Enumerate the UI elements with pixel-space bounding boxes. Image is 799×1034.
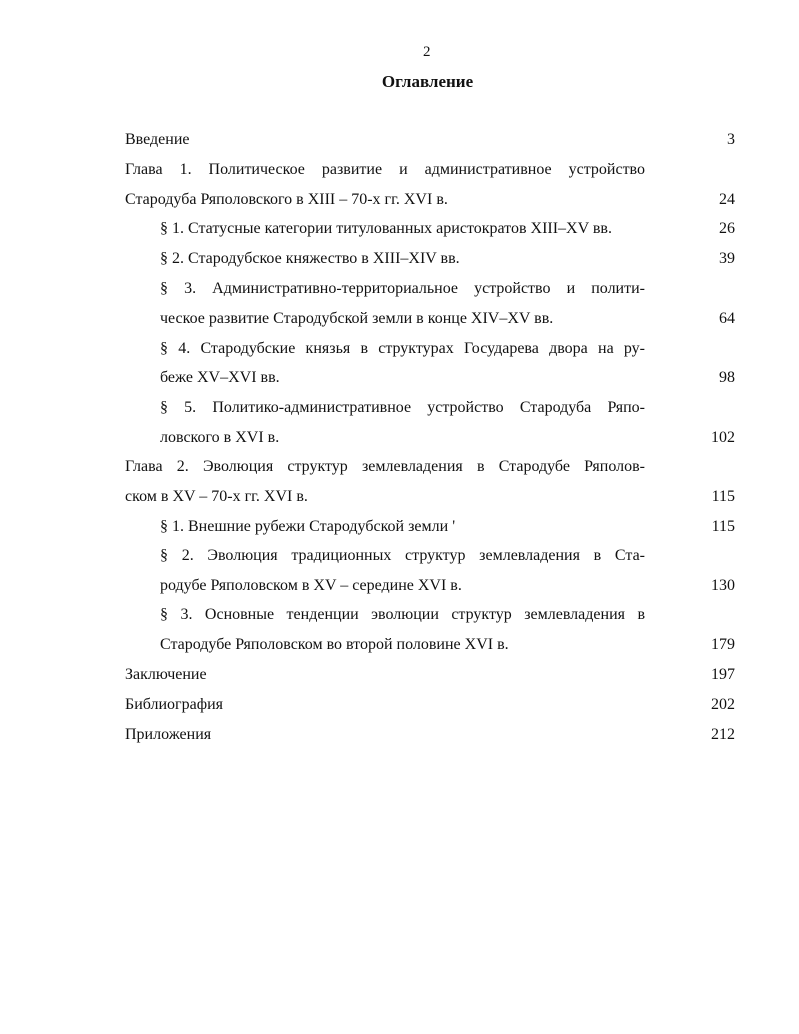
- toc-ch2-section2-line1: § 2. Эволюция традиционных структур землевладения в Ста-: [160, 547, 645, 564]
- toc-ch1-section1: § 1. Статусные категории титулованных аристократов XIII–XV вв.: [160, 220, 612, 237]
- toc-ch2-section3-line2: Стародубе Ряполовском во второй половине XVI в.: [160, 636, 509, 653]
- toc-chapter2-line1: Глава 2. Эволюция структур землевладения в Стародубе Ряполов-: [125, 458, 645, 475]
- toc-conclusion: Заключение: [125, 666, 207, 683]
- toc-ch1-section2: § 2. Стародубское княжество в XIII–XIV вв.: [160, 250, 460, 267]
- toc-conclusion-page: 197: [711, 666, 735, 683]
- page-number: 2: [423, 44, 431, 60]
- toc-chapter2-page: 115: [711, 488, 735, 505]
- toc-ch1-section1-page: 26: [719, 220, 735, 237]
- toc-ch1-section4-line2: беже XV–XVI вв.: [160, 369, 280, 386]
- toc-bibliography-page: 202: [711, 696, 735, 713]
- toc-ch2-section2-line2: родубе Ряполовском в XV – середине XVI в.: [160, 577, 462, 594]
- toc-ch1-section3-line1: § 3. Административно-территориальное устройство и полити-: [160, 280, 645, 297]
- toc-appendices: Приложения: [125, 726, 212, 743]
- toc-intro-page: 3: [727, 131, 735, 148]
- toc-ch2-section2-page: 130: [711, 577, 735, 594]
- toc-ch1-section5-page: 102: [711, 429, 735, 446]
- toc-ch1-section3-line2: ческое развитие Стародубской земли в конце XIV–XV вв.: [160, 310, 554, 327]
- toc-ch1-section2-page: 39: [719, 250, 735, 267]
- toc-chapter1-line1: Глава 1. Политическое развитие и административное устройство: [125, 161, 645, 178]
- toc-ch2-section1: § 1. Внешние рубежи Стародубской земли ': [160, 518, 456, 535]
- toc-appendices-page: 212: [711, 726, 735, 743]
- toc-chapter1-line2: Стародуба Ряполовского в XIII – 70-х гг. XVI в.: [125, 191, 448, 208]
- toc-ch1-section4-line1: § 4. Стародубские князья в структурах Государева двора на ру-: [160, 340, 645, 357]
- toc-ch1-section5-line1: § 5. Политико-административное устройство Стародуба Ряпо-: [160, 399, 645, 416]
- toc-ch1-section5-line2: ловского в XVI в.: [160, 429, 280, 446]
- toc-ch2-section3-page: 179: [711, 636, 735, 653]
- toc-chapter2-line2: ском в XV – 70-х гг. XVI в.: [125, 488, 308, 505]
- toc-ch2-section1-page: 115: [711, 518, 735, 535]
- toc-ch1-section4-page: 98: [719, 369, 735, 386]
- toc-chapter1-page: 24: [719, 191, 735, 208]
- toc-ch1-section3-page: 64: [719, 310, 735, 327]
- toc-bibliography: Библиография: [125, 696, 223, 713]
- page-title: Оглавление: [381, 72, 474, 91]
- toc-intro: Введение: [125, 131, 190, 148]
- toc-ch2-section3-line1: § 3. Основные тенденции эволюции структур землевладения в: [160, 606, 645, 623]
